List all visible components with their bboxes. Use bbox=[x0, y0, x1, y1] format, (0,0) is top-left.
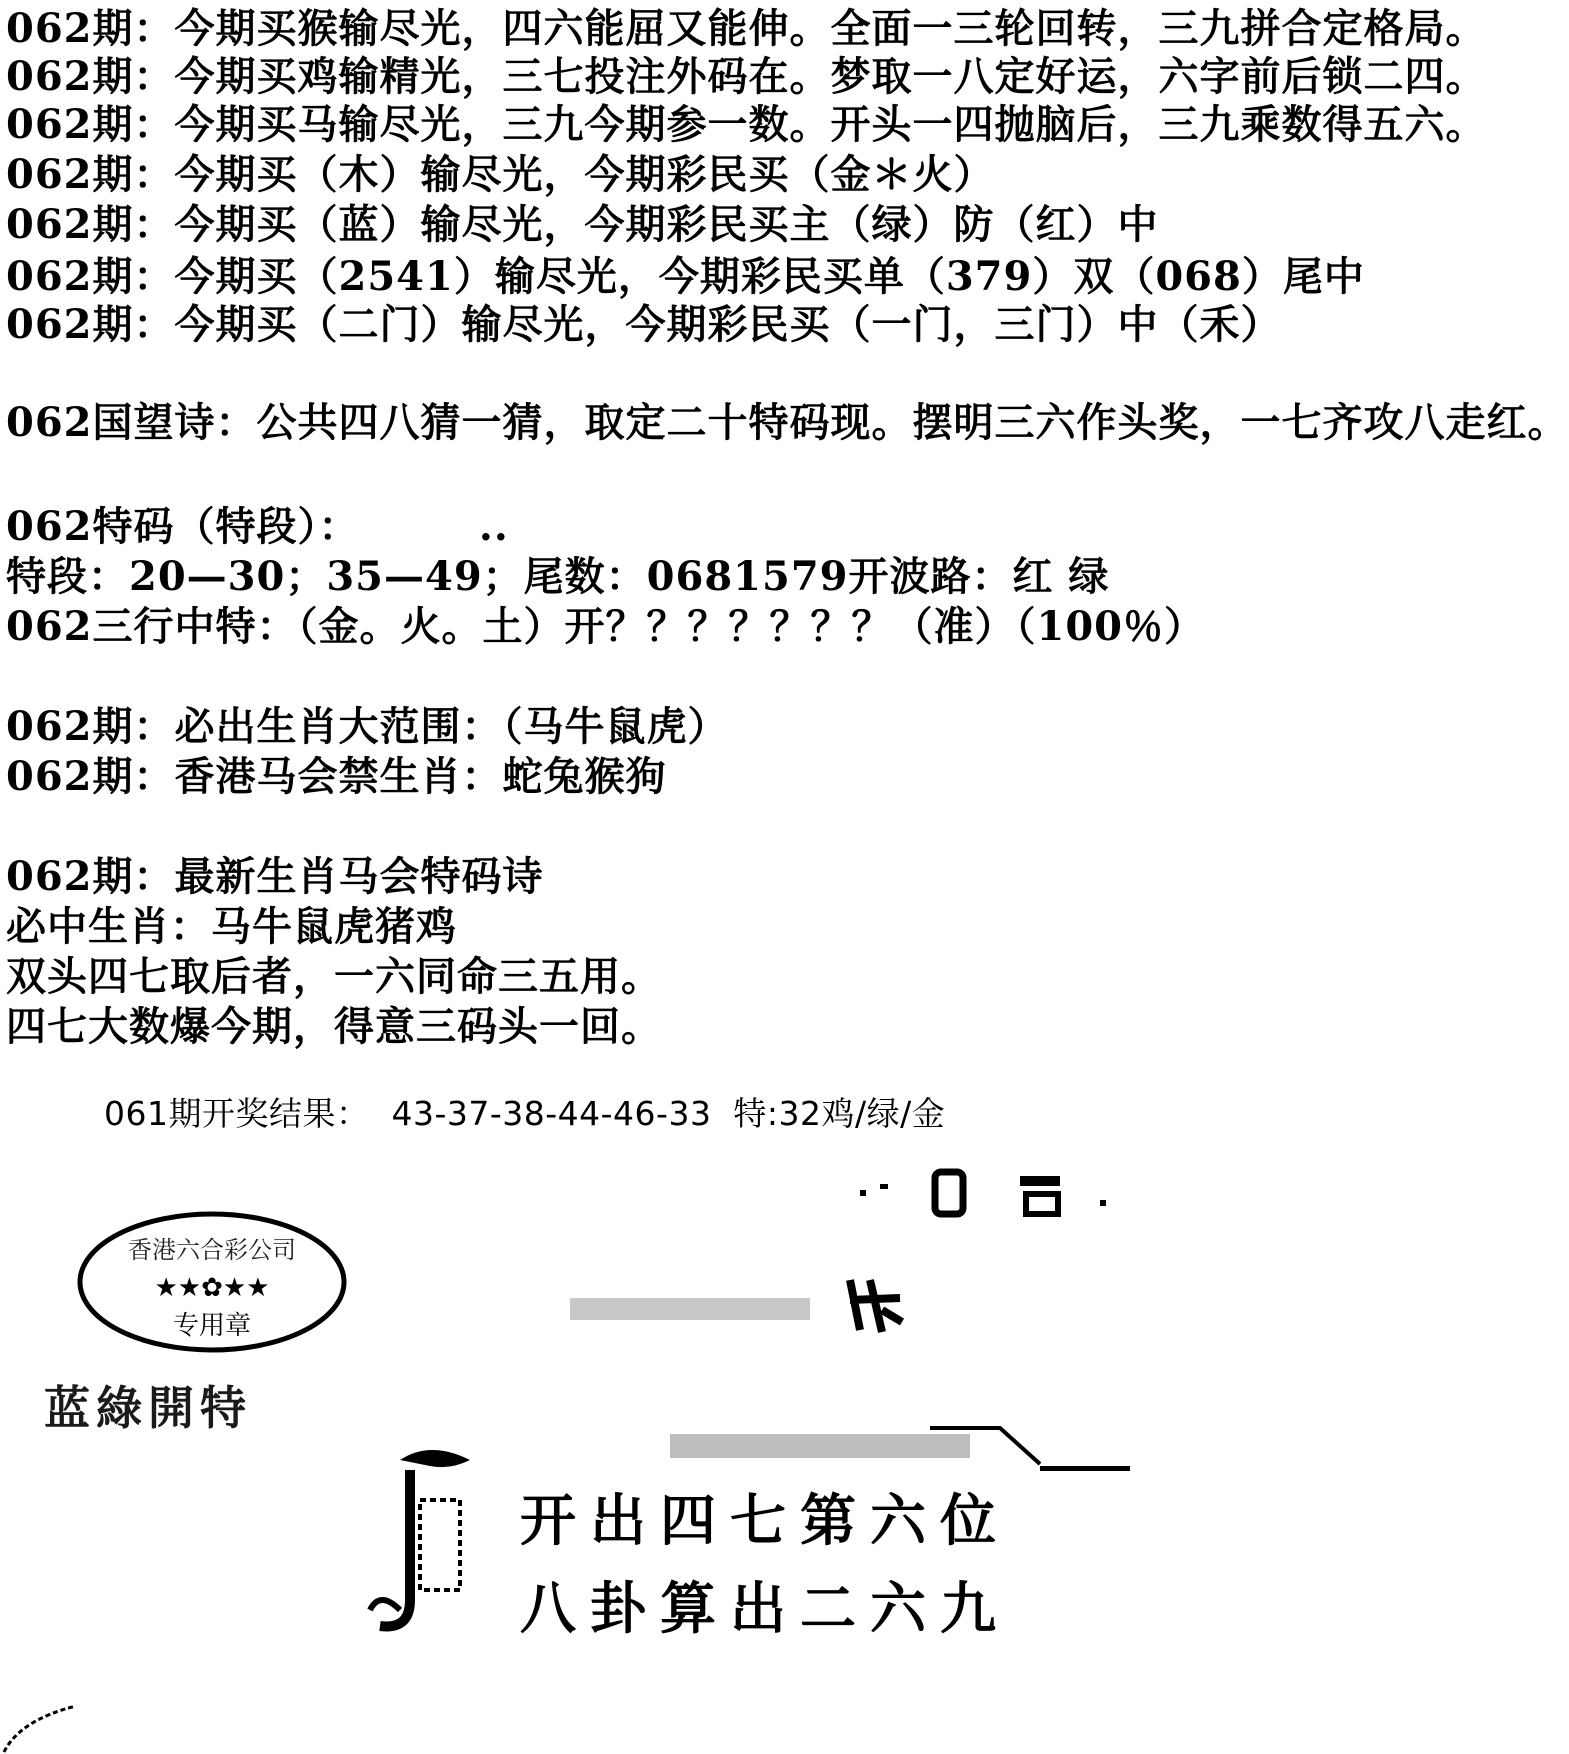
seal-stars: ★★✿★★ bbox=[154, 1273, 270, 1303]
seal-label: 专用章 bbox=[172, 1311, 252, 1341]
national-poem-line: 062国望诗：公共四八猜一猜，取定二十特码现。摆明三六作头奖，一七齐攻八走红。 bbox=[6, 399, 1569, 446]
faded-text-strip-icon bbox=[600, 1420, 1140, 1480]
must-zodiac-line: 必中生肖：马牛鼠虎猪鸡 bbox=[6, 903, 457, 950]
poem-line-2: 八卦算出二六九 bbox=[520, 1577, 1010, 1642]
zodiac-range-line: 062期：必出生肖大范围：（马牛鼠虎） bbox=[6, 703, 729, 750]
forecast-line-3: 062期：今期买马输尽光，三九今期参一数。开头一四抛脑后，三九乘数得五六。 bbox=[6, 101, 1487, 148]
forecast-line-4: 062期：今期买（木）输尽光，今期彩民买（金＊火） bbox=[6, 151, 995, 198]
blue-green-caption: 蓝綠開特 bbox=[44, 1381, 252, 1435]
banned-zodiac-line: 062期：香港马会禁生肖：蛇兔猴狗 bbox=[6, 753, 667, 800]
cartoon-figure-icon bbox=[360, 1440, 490, 1640]
company-seal bbox=[72, 1208, 352, 1358]
faded-stamp-icon bbox=[510, 1270, 930, 1350]
poem-line-1: 开出四七第六位 bbox=[520, 1489, 1010, 1554]
forecast-line-1: 062期：今期买猴输尽光，四六能屈又能伸。全面一三轮回转，三九拼合定格局。 bbox=[6, 5, 1487, 52]
special-range-line: 特段：20—30；35—49；尾数：0681579开波路：红 绿 bbox=[6, 553, 1110, 600]
forecast-line-5: 062期：今期买（蓝）输尽光，今期彩民买主（绿）防（红）中 bbox=[6, 201, 1159, 248]
special-code-heading: 062特码（特段）： .. bbox=[6, 503, 509, 550]
poem-verse-1: 双头四七取后者，一六同命三五用。 bbox=[6, 953, 662, 1000]
poem-verse-2: 四七大数爆今期，得意三码头一回。 bbox=[6, 1003, 662, 1050]
seal-company-name: 香港六合彩公司 bbox=[128, 1236, 296, 1264]
forecast-line-2: 062期：今期买鸡输精光，三七投注外码在。梦取一八定好运，六字前后锁二四。 bbox=[6, 53, 1487, 100]
three-elements-line: 062三行中特：（金。火。土）开？？？？？？？（准）（100％） bbox=[6, 603, 1205, 650]
corner-curve-icon bbox=[0, 1700, 80, 1754]
zodiac-poem-heading: 062期：最新生肖马会特码诗 bbox=[6, 853, 544, 900]
faded-emblem-icon bbox=[840, 1160, 1140, 1270]
previous-result-line: 061期开奖结果： 43-37-38-44-46-33 特:32鸡/绿/金 bbox=[104, 1094, 946, 1133]
forecast-line-7: 062期：今期买（二门）输尽光，今期彩民买（一门，三门）中（禾） bbox=[6, 301, 1282, 348]
forecast-line-6: 062期：今期买（2541）输尽光，今期彩民买单（379）双（068）尾中 bbox=[6, 253, 1365, 300]
